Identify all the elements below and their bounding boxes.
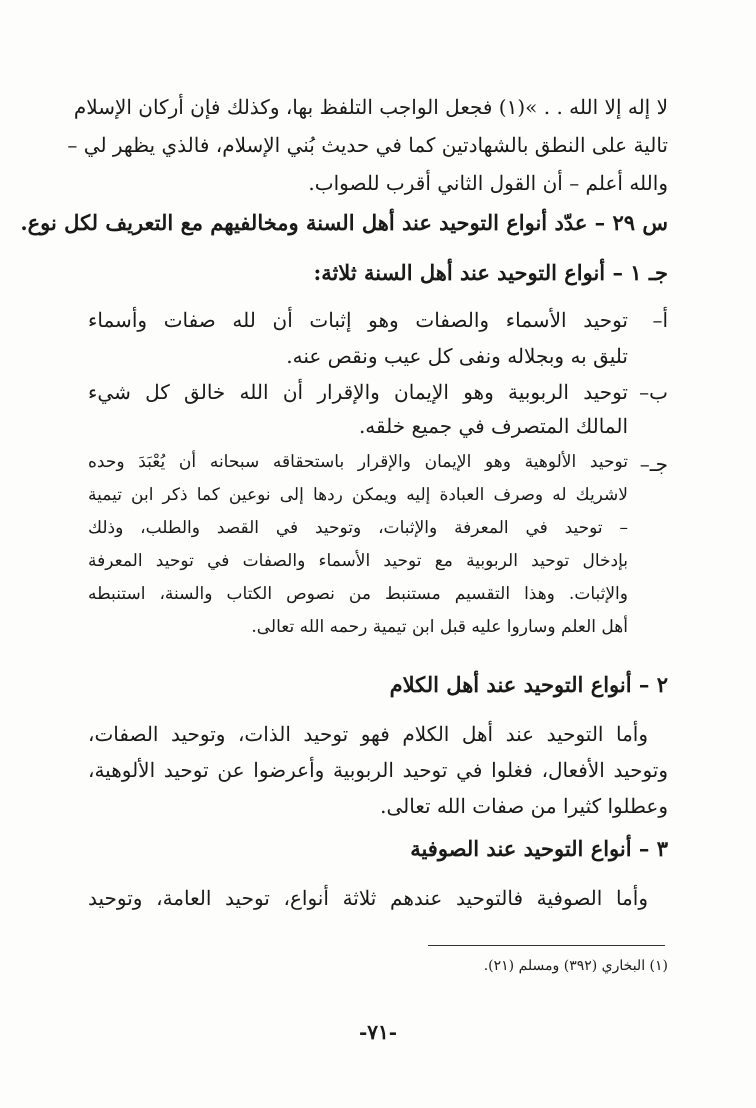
item-c-line-5: والإثبات. وهذا التقسيم مستنبط من نصوص الكتاب والسنة، استنبطه [88, 584, 628, 604]
item-c-line-1: توحيد الألوهية وهو الإيمان والإقرار باستحقاقه سبحانه أن يُعْبَدَ وحده [88, 452, 628, 472]
item-b-line-2: المالك المتصرف في جميع خلقه. [358, 414, 628, 438]
section-2-line-1: وأما التوحيد عند أهل الكلام فهو توحيد الذات، وتوحيد الصفات، [88, 722, 648, 746]
item-c-line-2: لاشريك له وصرف العبادة إليه ويمكن ردها إلى نوعين كما ذكر ابن تيمية [88, 485, 628, 505]
item-c-line-3: – توحيد في المعرفة والإثبات، وتوحيد في القصد والطلب، وذلك [88, 518, 628, 538]
footnote: (١) البخاري (٣٩٢) ومسلم (٢١). [483, 958, 668, 974]
item-b-line-1: توحيد الربوبية وهو الإيمان والإقرار أن الله خالق كل شيء [88, 380, 628, 404]
item-a-line-1: توحيد الأسماء والصفات وهو إثبات أن لله صفات وأسماء [88, 308, 628, 332]
section-2-heading: ٢ – أنواع التوحيد عند أهل الكلام [389, 672, 668, 697]
item-c-line-6: أهل العلم وساروا عليه قبل ابن تيمية رحمه الله تعالى. [251, 617, 628, 637]
section-3-heading: ٣ – أنواع التوحيد عند الصوفية [410, 836, 668, 861]
item-c-marker: جـ– [639, 452, 668, 476]
question-heading: س ٢٩ – عدّد أنواع التوحيد عند أهل السنة ومخالفيهم مع التعريف لكل نوع. [20, 210, 668, 235]
answer-heading: جـ ١ – أنواع التوحيد عند أهل السنة ثلاثة: [313, 260, 668, 285]
item-a-line-2: تليق به وبجلاله ونفى كل عيب ونقص عنه. [286, 344, 628, 368]
item-a-marker: أ– [652, 308, 668, 332]
item-c-line-4: بإدخال توحيد الربوبية مع توحيد الأسماء والصفات في توحيد المعرفة [88, 551, 628, 571]
section-2-line-3: وعطلوا كثيرا من صفات الله تعالى. [380, 794, 668, 818]
intro-line-2: تالية على النطق بالشهادتين كما في حديث بُني الإسلام، فالذي يظهر لي – [67, 133, 668, 157]
item-b-marker: ب– [639, 380, 668, 404]
footnote-rule [428, 945, 665, 946]
page-number: -٧١- [358, 1020, 398, 1044]
intro-line-3: والله أعلم – أن القول الثاني أقرب للصواب. [308, 171, 668, 195]
intro-line-1: لا إله إلا الله . . »(١) فجعل الواجب التلفظ بها، وكذلك فإن أركان الإسلام [73, 95, 668, 119]
section-3-line-1: وأما الصوفية فالتوحيد عندهم ثلاثة أنواع، توحيد العامة، وتوحيد [88, 886, 648, 910]
section-2-line-2: وتوحيد الأفعال، فغلوا في توحيد الربوبية وأعرضوا عن توحيد الألوهية، [88, 758, 668, 782]
